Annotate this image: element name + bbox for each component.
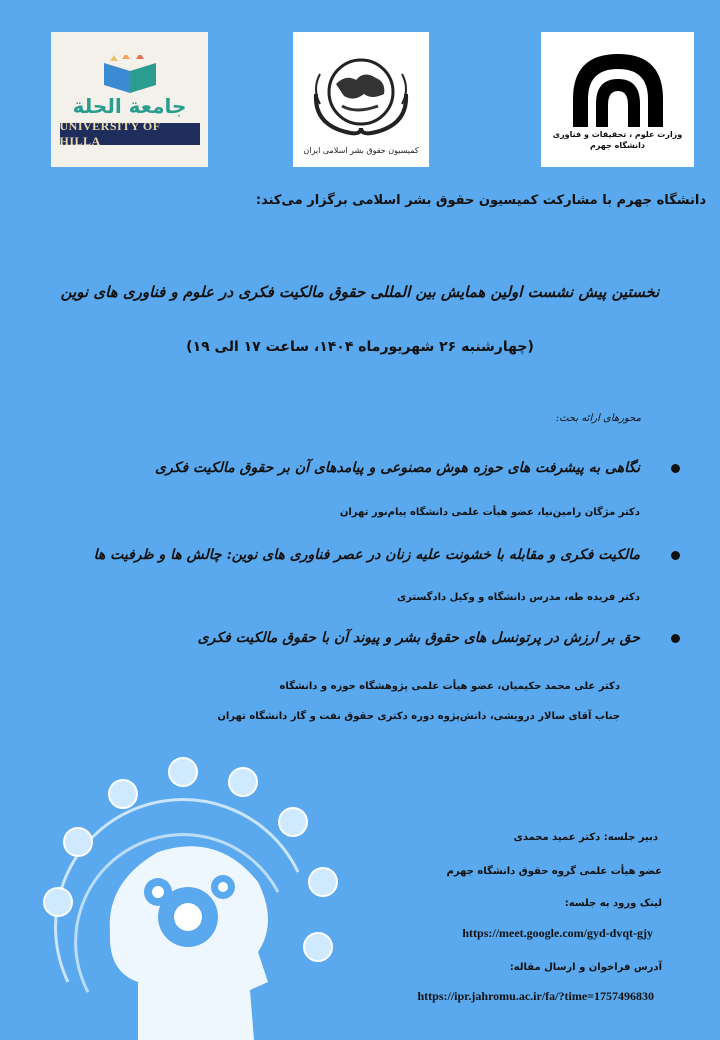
human-rights-commission-logo bbox=[293, 32, 429, 167]
bullet-icon bbox=[671, 551, 680, 560]
topic-title: نگاهی به پیشرفت های حوزه هوش مصنوعی و پیامدهای آن بر حقوق مالکیت فکری bbox=[155, 460, 640, 476]
join-link-label: لینک ورود به جلسه: bbox=[564, 898, 662, 909]
jahrom-university-logo bbox=[541, 32, 694, 167]
commission-caption: کمیسیون حقوق بشر اسلامی ایران bbox=[303, 145, 419, 155]
intro-line: دانشگاه جهرم با مشارکت کمیسیون حقوق بشر اسلامی برگزار می‌کند: bbox=[255, 193, 706, 208]
hilla-english-name: UNIVERSITY OF HILLA bbox=[60, 123, 200, 145]
topic-speaker: دکتر فریده طه، مدرس دانشگاه و وکیل دادگستری bbox=[397, 592, 640, 603]
call-for-papers-link[interactable]: https://ipr.jahromu.ac.ir/fa/?time=1757496830 bbox=[417, 989, 654, 1003]
topic-speaker: دکتر علی محمد حکیمیان، عضو هیأت علمی پژوهشگاه حوزه و دانشگاه bbox=[279, 681, 620, 692]
event-headline: نخستین پیش نشست اولین همایش بین المللی حقوق مالکیت فکری در علوم و فناوری های نوین bbox=[60, 283, 660, 301]
book-icon bbox=[100, 55, 160, 95]
call-for-papers-label: آدرس فراخوان و ارسال مقاله: bbox=[509, 962, 662, 973]
meeting-link[interactable]: https://meet.google.com/gyd-dvqt-gjy bbox=[462, 926, 653, 940]
arches-icon bbox=[568, 49, 668, 129]
bullet-icon bbox=[671, 464, 680, 473]
moderator-affiliation: عضو هیأت علمی گروه حقوق دانشگاه جهرم bbox=[446, 866, 662, 877]
jahrom-caption-line2: دانشگاه جهرم bbox=[589, 140, 646, 150]
topic-speaker: جناب آقای سالار درویشی، دانش‌پژوه دوره دکتری حقوق نفت و گاز دانشگاه تهران bbox=[217, 711, 620, 722]
university-of-hilla-logo bbox=[51, 32, 208, 167]
moderator-name: دبیر جلسه: دکتر عمید محمدی bbox=[513, 832, 658, 843]
globe-hands-icon bbox=[306, 44, 416, 144]
jahrom-caption-line1: وزارت علوم ، تحقیقات و فناوری bbox=[552, 129, 683, 139]
hilla-arabic-name: جامعة الحلة bbox=[72, 93, 187, 118]
topics-label: محورهای ارائه بحث: bbox=[555, 413, 641, 424]
topic-title: حق بر ارزش در پرتونسل های حقوق بشر و پیوند آن با حقوق مالکیت فکری bbox=[197, 630, 640, 646]
topic-speaker: دکتر مژگان رامین‌نیا، عضو هیأت علمی دانشگاه پیام‌نور تهران bbox=[339, 507, 640, 518]
topic-title: مالکیت فکری و مقابله با خشونت علیه زنان در عصر فناوری های نوین: چالش ها و ظرفیت ها bbox=[93, 547, 640, 563]
event-dateline: (چهارشنبه ۲۶ شهریورماه ۱۴۰۴، ساعت ۱۷ الی ۱۹) bbox=[186, 339, 534, 355]
bullet-icon bbox=[671, 634, 680, 643]
ai-head-illustration bbox=[18, 732, 348, 1040]
